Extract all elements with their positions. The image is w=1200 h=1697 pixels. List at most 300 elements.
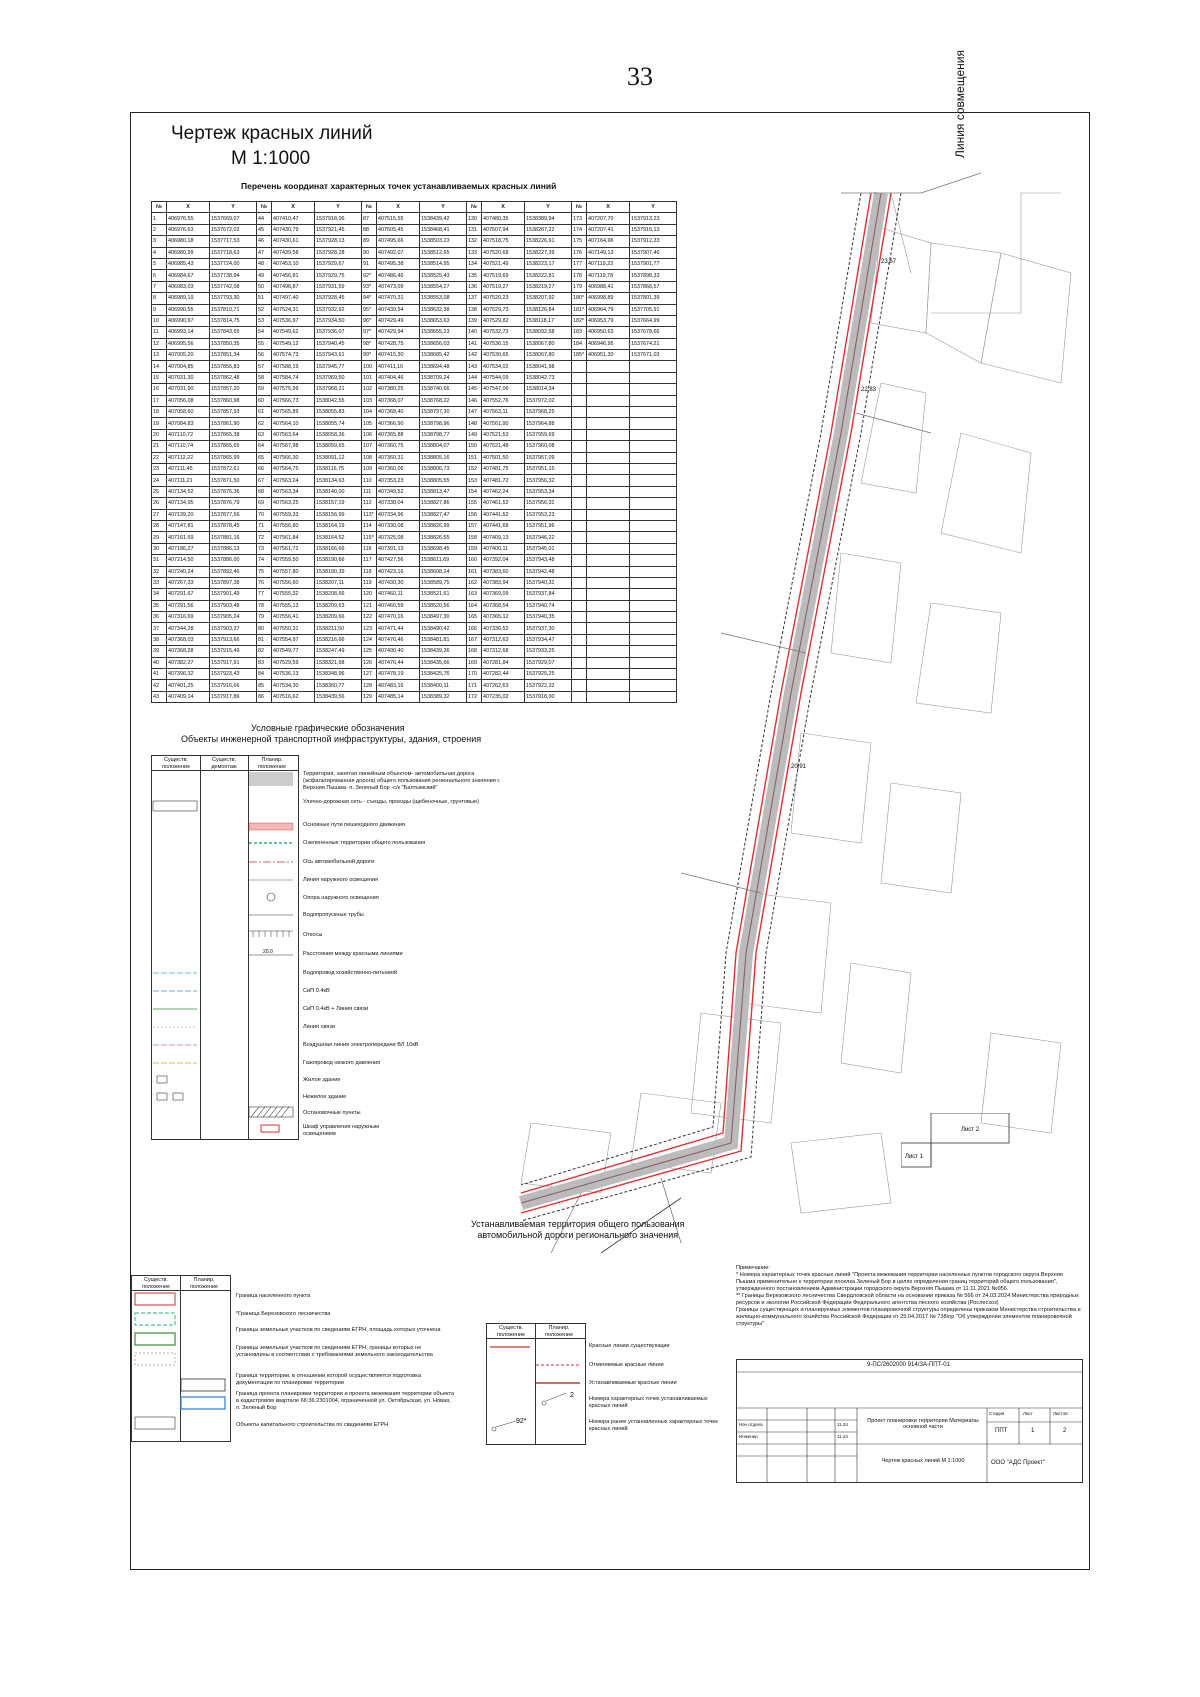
coordinate-cell: 1538798,96 — [420, 418, 467, 429]
legend3-item: Номера характерных точек устанавливаемых красных линий — [589, 1396, 708, 1409]
coordinate-cell: 119 — [362, 577, 377, 588]
coordinate-cell: 1537913,66 — [210, 634, 257, 645]
distance-label: 20,91 — [791, 764, 807, 770]
coordinate-cell: 1537843,65 — [210, 327, 257, 338]
coordinate-cell: 1537964,88 — [525, 418, 572, 429]
coordinate-cell: 407441,52 — [482, 509, 525, 520]
coordinate-cell: 7 — [152, 281, 167, 292]
coordinate-cell: 1538067,80 — [525, 350, 572, 361]
coordinate-cell: 407529,82 — [482, 315, 525, 326]
project-name: Проект планировки территории Материалы основной части — [867, 1418, 979, 1430]
coordinate-cell: 407360,31 — [377, 452, 420, 463]
coordinate-cell: 407031,30 — [167, 372, 210, 383]
coordinate-cell: 407267,33 — [167, 577, 210, 588]
coordinate-cell: 407559,50 — [272, 555, 315, 566]
coordinate-cell: 99* — [362, 350, 377, 361]
coordinate-cell: 1537877,56 — [210, 509, 257, 520]
legend-title: Условные графические обозначения — [251, 723, 405, 733]
coordinate-cell: 55 — [257, 338, 272, 349]
coordinate-cell: 407507,94 — [482, 224, 525, 235]
coordinate-cell: 1537903,48 — [210, 600, 257, 611]
coordinate-cell: 63 — [257, 429, 272, 440]
coordinate-cell: 127 — [362, 669, 377, 680]
coordinate-cell: 407561,72 — [272, 543, 315, 554]
legend-item: Газопровод низкого давления — [303, 1060, 381, 1066]
coordinate-cell: 407483,16 — [377, 680, 420, 691]
coordinate-cell: 1538698,45 — [420, 543, 467, 554]
coordinate-cell: 406985,43 — [167, 258, 210, 269]
coordinate-cell: 125 — [362, 646, 377, 657]
coordinate-cell: 1537945,01 — [525, 543, 572, 554]
legend-item: Воздушная линия электропередачи ВЛ 10кВ — [303, 1042, 419, 1048]
coordinate-cell: 407485,14 — [377, 691, 420, 702]
coordinate-cell: 1538490,42 — [420, 623, 467, 634]
coordinate-cell: 407325,08 — [377, 532, 420, 543]
coordinate-cell: 185* — [572, 350, 587, 361]
coordinate-cell: 407519,27 — [482, 281, 525, 292]
coordinate-cell: 146 — [467, 395, 482, 406]
coordinate-cell: 46 — [257, 236, 272, 247]
coordinates-header-cell: Y — [525, 202, 572, 213]
coordinate-cell: 1537856,83 — [210, 361, 257, 372]
coordinate-cell: 407366,90 — [377, 418, 420, 429]
coordinate-cell: 1538156,99 — [315, 509, 362, 520]
coordinates-header-cell: Y — [210, 202, 257, 213]
stage-value: ППТ — [995, 1428, 1008, 1434]
coordinate-cell: 21 — [152, 441, 167, 452]
coordinate-cell: 160 — [467, 555, 482, 566]
coordinate-cell: 407563,64 — [272, 429, 315, 440]
sheet-1-label: Лист 1 — [905, 1154, 924, 1160]
coordinate-cell: 1537943,61 — [315, 350, 362, 361]
legend-item: Водопропускные трубы — [303, 912, 364, 918]
date: 11.24 — [837, 1422, 848, 1427]
coordinate-cell: 1537674,21 — [630, 338, 677, 349]
coordinate-cell: 1537960,08 — [525, 441, 572, 452]
coordinate-cell: 1537918,06 — [315, 213, 362, 224]
coordinate-cell: 1537969,50 — [315, 372, 362, 383]
coordinate-cell: 407338,04 — [377, 498, 420, 509]
coordinates-header-cell: № — [362, 202, 377, 213]
coordinate-cell: 1537851,34 — [210, 350, 257, 361]
coordinate-cell: 1537850,35 — [210, 338, 257, 349]
coordinate-cell: 64 — [257, 441, 272, 452]
coordinate-cell: 24 — [152, 475, 167, 486]
coordinate-cell: 407111,21 — [167, 475, 210, 486]
coordinate-cell: 407532,73 — [482, 327, 525, 338]
coordinate-cell: 407481,75 — [482, 463, 525, 474]
coordinate-cell: 130 — [467, 213, 482, 224]
coordinate-cell: 1538797,30 — [420, 407, 467, 418]
coordinate-cell: 407110,72 — [167, 429, 210, 440]
coordinate-cell: 1537876,36 — [210, 486, 257, 497]
coordinate-cell: 128 — [362, 680, 377, 691]
coordinate-cell: 407564,10 — [272, 418, 315, 429]
coordinate-cell: 17 — [152, 395, 167, 406]
coordinate-cell: 1537905,24 — [210, 612, 257, 623]
coordinate-cell: 1538190,66 — [315, 555, 362, 566]
coordinate-cell: 52 — [257, 304, 272, 315]
coordinate-cell: 40 — [152, 657, 167, 668]
coordinate-cell: 407360,06 — [377, 463, 420, 474]
coordinate-cell: 407262,63 — [482, 680, 525, 691]
coordinate-cell: 407383,60 — [482, 566, 525, 577]
coordinate-cell: 1538042,73 — [525, 372, 572, 383]
coordinate-cell: 407429,94 — [377, 327, 420, 338]
coordinate-cell: 84 — [257, 669, 272, 680]
coordinate-cell: 1537953,23 — [525, 509, 572, 520]
coordinate-cell: 1538768,22 — [420, 395, 467, 406]
coordinate-cell: 126 — [362, 657, 377, 668]
coordinate-cell: 4 — [152, 247, 167, 258]
coordinate-cell: 406988,41 — [587, 281, 630, 292]
coordinate-cell: 1538055,74 — [315, 418, 362, 429]
coordinate-cell: 407147,81 — [167, 520, 210, 531]
coordinate-cell: 407428,75 — [377, 338, 420, 349]
coordinate-cell: 407495,38 — [377, 258, 420, 269]
coordinate-cell: 11 — [152, 327, 167, 338]
coordinate-cell: 80 — [257, 623, 272, 634]
coordinate-cell: 31 — [152, 555, 167, 566]
coordinate-cell: 407549,77 — [272, 646, 315, 657]
coordinate-cell: 157 — [467, 520, 482, 531]
coordinate-cell: 58 — [257, 372, 272, 383]
coordinate-cell: 407291,56 — [167, 600, 210, 611]
coordinate-cell: 20 — [152, 429, 167, 440]
coordinate-cell: 1538166,66 — [315, 543, 362, 554]
coordinate-cell: 103 — [362, 395, 377, 406]
coordinate-cell: 1538227,39 — [525, 247, 572, 258]
coordinate-cell: 1537810,71 — [210, 304, 257, 315]
coordinate-cell: 1537917,91 — [210, 657, 257, 668]
coordinate-cell: 95* — [362, 304, 377, 315]
coordinate-cell: 407575,99 — [272, 384, 315, 395]
coordinate-cell: 407380,25 — [377, 384, 420, 395]
coordinate-cell: 1537916,13 — [630, 224, 677, 235]
coordinate-cell: 407520,23 — [482, 293, 525, 304]
coordinate-cell: 1538425,76 — [420, 669, 467, 680]
date: 11.24 — [837, 1434, 848, 1439]
coordinate-cell: 407462,24 — [482, 486, 525, 497]
legend-header: Планир. положение — [189, 1277, 219, 1290]
coordinate-cell: 8 — [152, 293, 167, 304]
coordinate-cell: 86 — [257, 691, 272, 702]
road — [521, 193, 901, 1221]
coordinate-cell: 407518,75 — [482, 236, 525, 247]
coordinate-cell: 407456,81 — [272, 270, 315, 281]
legend-item: Улично-дорожная сеть - съезды, проезды (щебеночные, грунтовые) — [303, 799, 479, 805]
coordinate-cell: 1538091,12 — [315, 452, 362, 463]
coordinate-cell: 100 — [362, 361, 377, 372]
legend-item: Водопровод хозяйственно-питьевой — [303, 970, 397, 976]
coordinate-cell: 131 — [467, 224, 482, 235]
coordinate-cell: 1537742,08 — [210, 281, 257, 292]
coordinate-cell: 1537669,07 — [210, 213, 257, 224]
coordinate-cell: 1537901,77 — [630, 258, 677, 269]
sheet-index — [901, 1113, 1011, 1168]
coordinate-cell: 1537917,86 — [210, 691, 257, 702]
notes-text: * Номера характерных точек красных линий "Проекта межевания территории населенных пунктов городского округа Верхняя Пышма применительно к территории поселка Зеленый Бор в целях определения границ территорий общего пользования", утвержденного постановлением Администрации городского округа Верхняя Пышма от 11.11.2021 №956. — [736, 1272, 1063, 1292]
coordinates-header-cell: Y — [315, 202, 362, 213]
territory-caption: Устанавливаемая территория общего пользования автомобильной дороги регионального значения — [471, 1219, 685, 1240]
coordinate-cell: 33 — [152, 577, 167, 588]
coordinate-cell: 406983,03 — [167, 281, 210, 292]
coordinate-cell: 37 — [152, 623, 167, 634]
coordinate-cell: 1537940,32 — [525, 577, 572, 588]
coordinate-cell: 407430,61 — [272, 236, 315, 247]
coordinate-cell: 1537901,49 — [210, 589, 257, 600]
drawing-frame — [130, 50, 1090, 1570]
coordinate-cell: 1538514,95 — [420, 258, 467, 269]
coordinate-cell: 90 — [362, 247, 377, 258]
coordinate-cell: 407530,65 — [482, 350, 525, 361]
coordinate-cell: 1537881,16 — [210, 532, 257, 543]
coordinate-cell: 38 — [152, 634, 167, 645]
coordinate-cell: 75 — [257, 566, 272, 577]
coordinate-cell: 407134,52 — [167, 486, 210, 497]
coordinate-cell: 10 — [152, 315, 167, 326]
coordinate-cell: 1538222,81 — [525, 270, 572, 281]
coordinate-cell: 407439,58 — [272, 247, 315, 258]
legend-subtitle: Объекты инженерной транспортной инфраструктуры, здания, строения — [181, 734, 482, 744]
stage-label: Стадия — [989, 1411, 1005, 1416]
coordinate-cell: 1538211,50 — [315, 623, 362, 634]
coordinate-cell: 407496,87 — [272, 281, 315, 292]
coordinate-cell: 179 — [572, 281, 587, 292]
coordinate-cell: 407584,74 — [272, 372, 315, 383]
sheet-2-label: Лист 2 — [961, 1127, 980, 1133]
coordinate-cell: 1537664,99 — [630, 315, 677, 326]
coordinate-cell: 407460,11 — [377, 589, 420, 600]
coordinate-cell: 1537940,74 — [525, 600, 572, 611]
coordinate-cell: 149 — [467, 429, 482, 440]
coordinate-cell: 121 — [362, 600, 377, 611]
coordinate-cell: 1537953,34 — [525, 486, 572, 497]
coordinate-cell: 120 — [362, 589, 377, 600]
coordinate-cell: 85 — [257, 680, 272, 691]
coordinate-cell: 150 — [467, 441, 482, 452]
coordinate-cell: 1537942,48 — [525, 566, 572, 577]
coordinate-cell: 407392,04 — [482, 555, 525, 566]
coordinate-cell: 1538553,08 — [420, 293, 467, 304]
coordinate-cell: 407344,28 — [167, 623, 210, 634]
coordinate-cell: 407058,60 — [167, 407, 210, 418]
coordinate-cell: 407476,46 — [377, 634, 420, 645]
coordinate-cell: 161 — [467, 566, 482, 577]
coordinate-cell: 407519,69 — [482, 270, 525, 281]
coordinate-cell: 19 — [152, 418, 167, 429]
coordinate-cell: 407383,94 — [482, 577, 525, 588]
coordinate-cell: 1537951,15 — [525, 463, 572, 474]
coordinate-cell: 3 — [152, 236, 167, 247]
coordinate-cell: 1537928,13 — [315, 236, 362, 247]
coordinate-cell: 135 — [467, 270, 482, 281]
coordinate-cell: 167 — [467, 634, 482, 645]
coordinate-cell: 407555,13 — [272, 600, 315, 611]
coordinate-cell: 1537940,35 — [525, 612, 572, 623]
legend-header: Планир. положение — [257, 757, 287, 770]
coordinate-cell: 76 — [257, 577, 272, 588]
coordinates-caption: Перечень координат характерных точек устанавливаемых красных линий — [241, 181, 557, 191]
coordinate-cell: 406984,67 — [167, 270, 210, 281]
coordinate-cell: 16 — [152, 384, 167, 395]
coordinate-cell: 114 — [362, 520, 377, 531]
coordinate-cell: 407520,68 — [482, 247, 525, 258]
coordinate-cell: 36 — [152, 612, 167, 623]
coordinate-cell: 407365,88 — [377, 429, 420, 440]
coordinate-cell: 144 — [467, 372, 482, 383]
match-line-label: Линия совмещения — [953, 50, 967, 158]
legend-item: Опора наружного освещения — [303, 895, 379, 901]
coordinate-cell: 407481,72 — [482, 475, 525, 486]
coordinates-header-cell: X — [272, 202, 315, 213]
coordinate-cell: 407534,02 — [482, 361, 525, 372]
coordinate-cell: 1538092,58 — [525, 327, 572, 338]
coordinate-cell: 109 — [362, 463, 377, 474]
coordinate-cell: 1537897,38 — [210, 577, 257, 588]
coordinate-cell: 1537857,20 — [210, 384, 257, 395]
coordinate-cell: 407214,50 — [167, 555, 210, 566]
coordinate-cell: 1537921,45 — [315, 224, 362, 235]
coordinate-cell: 49 — [257, 270, 272, 281]
legend2-item: Граница территории, в отношении которой осуществляется подготовка документации по планировке территории — [236, 1373, 421, 1386]
legend3-item: Красные линии существующие — [589, 1343, 670, 1349]
company-name: ООО "АДС Проект" — [991, 1460, 1045, 1466]
coordinate-cell: 42 — [152, 680, 167, 691]
coordinate-cell: 407409,13 — [482, 532, 525, 543]
coordinate-cell: 1538827,86 — [420, 498, 467, 509]
coordinate-cell: 1538655,23 — [420, 327, 467, 338]
legend-item: Нежилое здание — [303, 1094, 347, 1100]
coordinate-cell: 1538247,49 — [315, 646, 362, 657]
coordinate-cell: 47 — [257, 247, 272, 258]
coordinate-cell: 22 — [152, 452, 167, 463]
coordinate-cell: 79 — [257, 612, 272, 623]
coordinate-cell: 1537928,28 — [315, 247, 362, 258]
coordinate-cell: 60 — [257, 395, 272, 406]
coordinate-cell: 407492,07 — [377, 247, 420, 258]
coordinate-cell: 407368,07 — [377, 395, 420, 406]
coordinates-header-cell: № — [572, 202, 587, 213]
coordinate-cell: 1538209,63 — [315, 600, 362, 611]
coordinate-cell: 407134,95 — [167, 498, 210, 509]
coordinate-cell: 163 — [467, 589, 482, 600]
coordinate-cell: 129 — [362, 691, 377, 702]
coordinate-cell: 57 — [257, 361, 272, 372]
coordinate-cell: 1538435,66 — [420, 657, 467, 668]
coordinate-cell: 32 — [152, 566, 167, 577]
coordinate-cell: 407566,73 — [272, 395, 315, 406]
coordinate-cell: 115* — [362, 532, 377, 543]
coordinate-cell: 1538632,38 — [420, 304, 467, 315]
coordinate-cell: 164 — [467, 600, 482, 611]
coordinate-cell: 154 — [467, 486, 482, 497]
role: Нач.отдела — [739, 1422, 763, 1427]
coordinate-cell: 1537861,90 — [210, 418, 257, 429]
coordinate-cell: 1537793,30 — [210, 293, 257, 304]
coordinate-cell: 407529,59 — [272, 657, 315, 668]
coordinate-cell: 1538611,69 — [420, 555, 467, 566]
coordinate-cell: 91 — [362, 258, 377, 269]
coordinates-header-cell: X — [377, 202, 420, 213]
coordinate-cell: 407119,78 — [587, 270, 630, 281]
coordinate-cell: 1538058,36 — [315, 429, 362, 440]
coordinate-cell: 1537918,00 — [525, 691, 572, 702]
coordinates-header-cell: X — [167, 202, 210, 213]
coordinate-cell: 30 — [152, 543, 167, 554]
coordinate-cell: 407382,27 — [167, 657, 210, 668]
coordinate-cell: 1538813,47 — [420, 486, 467, 497]
distance-label: 22,83 — [861, 387, 877, 393]
coordinate-cell: 1538826,55 — [420, 532, 467, 543]
coordinate-cell: 1537898,33 — [630, 270, 677, 281]
coordinate-cell: 1538520,56 — [420, 600, 467, 611]
coordinate-cell: 159 — [467, 543, 482, 554]
coordinate-cell: 1538497,30 — [420, 612, 467, 623]
coordinate-cell: 407410,47 — [272, 213, 315, 224]
coordinate-cell: 124 — [362, 634, 377, 645]
coordinate-cell: 1537968,21 — [315, 384, 362, 395]
coordinate-cell: 73 — [257, 543, 272, 554]
coordinate-cell: 1537937,30 — [525, 623, 572, 634]
coordinate-cell: 407316,69 — [167, 612, 210, 623]
sheets-value: 2 — [1063, 1428, 1067, 1434]
coordinate-cell: 407549,62 — [272, 327, 315, 338]
coordinate-cell: 1538389,32 — [420, 691, 467, 702]
coordinate-cell: 72 — [257, 532, 272, 543]
coordinate-cell: 1538140,00 — [315, 486, 362, 497]
coordinate-cell: 407564,75 — [272, 463, 315, 474]
coordinate-cell: 1537892,46 — [210, 566, 257, 577]
coordinate-cell: 407565,89 — [272, 407, 315, 418]
coordinate-cell: 1537865,38 — [210, 429, 257, 440]
legend-header: Существ. демонтаж — [211, 757, 237, 770]
coordinate-cell: 406946,95 — [587, 338, 630, 349]
coordinate-cell: 407554,97 — [272, 634, 315, 645]
coordinate-cell: 1538389,94 — [525, 213, 572, 224]
coordinate-cell: 1538190,39 — [315, 566, 362, 577]
coordinate-cell: 1538164,19 — [315, 520, 362, 531]
coordinate-cell: 133 — [467, 247, 482, 258]
coordinate-cell: 96* — [362, 315, 377, 326]
coordinate-cell: 1537934,47 — [525, 634, 572, 645]
coordinate-cell: 406964,79 — [587, 304, 630, 315]
coordinate-cell: 1538116,75 — [315, 463, 362, 474]
coordinate-cell: 407480,35 — [482, 213, 525, 224]
coordinate-cell: 407521,53 — [482, 429, 525, 440]
coordinate-cell: 1537907,46 — [630, 247, 677, 258]
coordinate-cell: 1538554,27 — [420, 281, 467, 292]
coordinate-cell: 1538126,84 — [525, 304, 572, 315]
coordinate-cell: 1538512,65 — [420, 247, 467, 258]
coordinate-cell: 12 — [152, 338, 167, 349]
coordinate-cell: 39 — [152, 646, 167, 657]
coordinate-cell: 1538653,63 — [420, 315, 467, 326]
coordinate-cell: 1538360,77 — [315, 680, 362, 691]
coordinate-cell: 1537943,48 — [525, 555, 572, 566]
legend-sample-distance: 20,0 — [263, 949, 273, 955]
legend2-item: Границы земельных участков по сведениям ЕГРН, границы которых не установлены в соответствии с требованиями земельного законодательства — [236, 1345, 433, 1358]
notes-text: ** Границы Березовского лесничества Свердловской области на основании приказа № 566 от 24.03.2024 Министерства природных ресурсов и экологии Российской Федерации Федерального агентства лесного хозяйства (Рослесхоз) — [736, 1293, 1079, 1306]
coordinate-cell: 2 — [152, 224, 167, 235]
coordinate-cell: 407005,20 — [167, 350, 210, 361]
coordinate-cell: 45 — [257, 224, 272, 235]
coordinate-cell: 34 — [152, 589, 167, 600]
coordinate-cell: 407505,45 — [377, 224, 420, 235]
legend-header: Существ. положение — [496, 1325, 526, 1338]
coordinate-cell: 407476,44 — [377, 657, 420, 668]
coordinate-cell: 1538157,19 — [315, 498, 362, 509]
